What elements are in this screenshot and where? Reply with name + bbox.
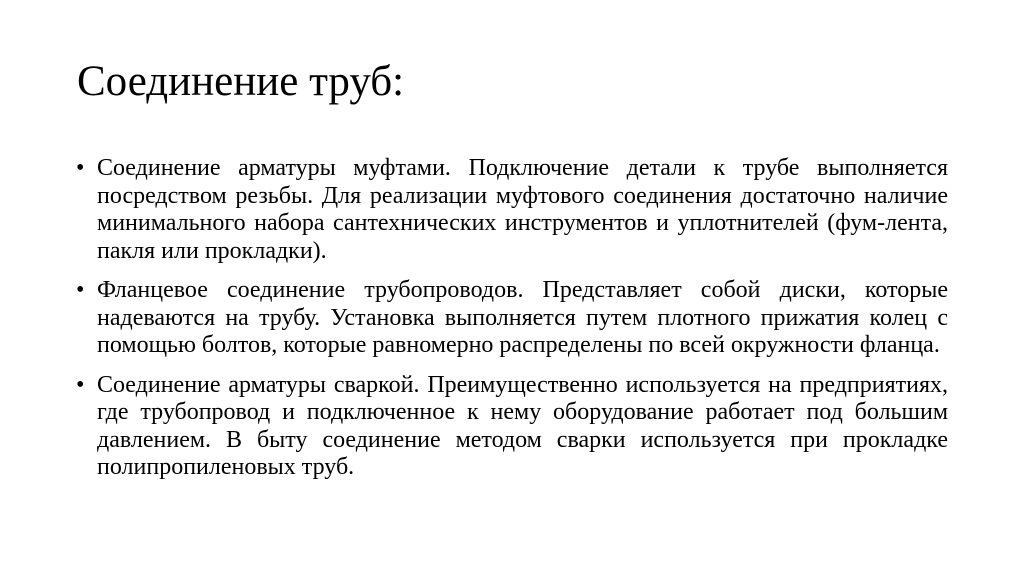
bullet-item-threaded-coupling [76,155,948,265]
bullet-icon: • [76,371,85,398]
bullet-item-flange-connection [76,277,948,360]
bullet-list [76,155,948,494]
slide-title: Соединение труб: [77,58,405,105]
bullet-text: Соединение арматуры муфтами. Подключение детали к трубе выполняется посредством резьбы. Для реализации муфтового соединения достаточно наличие минимального набора сантехнических инструментов и уплотнителей (фум-лента, пакля или прокладки). [97,155,948,264]
bullet-text: Фланцевое соединение трубопроводов. Представляет собой диски, которые надеваются на трубу. Установка выполняется путем плотного прижатия колец с помощью болтов, которые равномерно распределены по всей окружности фланца. [97,277,948,358]
bullet-item-welding [76,372,948,482]
bullet-icon: • [76,155,85,181]
bullet-text: Соединение арматуры сваркой. Преимущественно используется на предприятиях, где трубопровод и подключенное к нему оборудование работает под большим давлением. В быту соединение методом сварки используется при прокладке полипропиленовых труб. [97,371,948,480]
bullet-icon: • [76,277,85,303]
